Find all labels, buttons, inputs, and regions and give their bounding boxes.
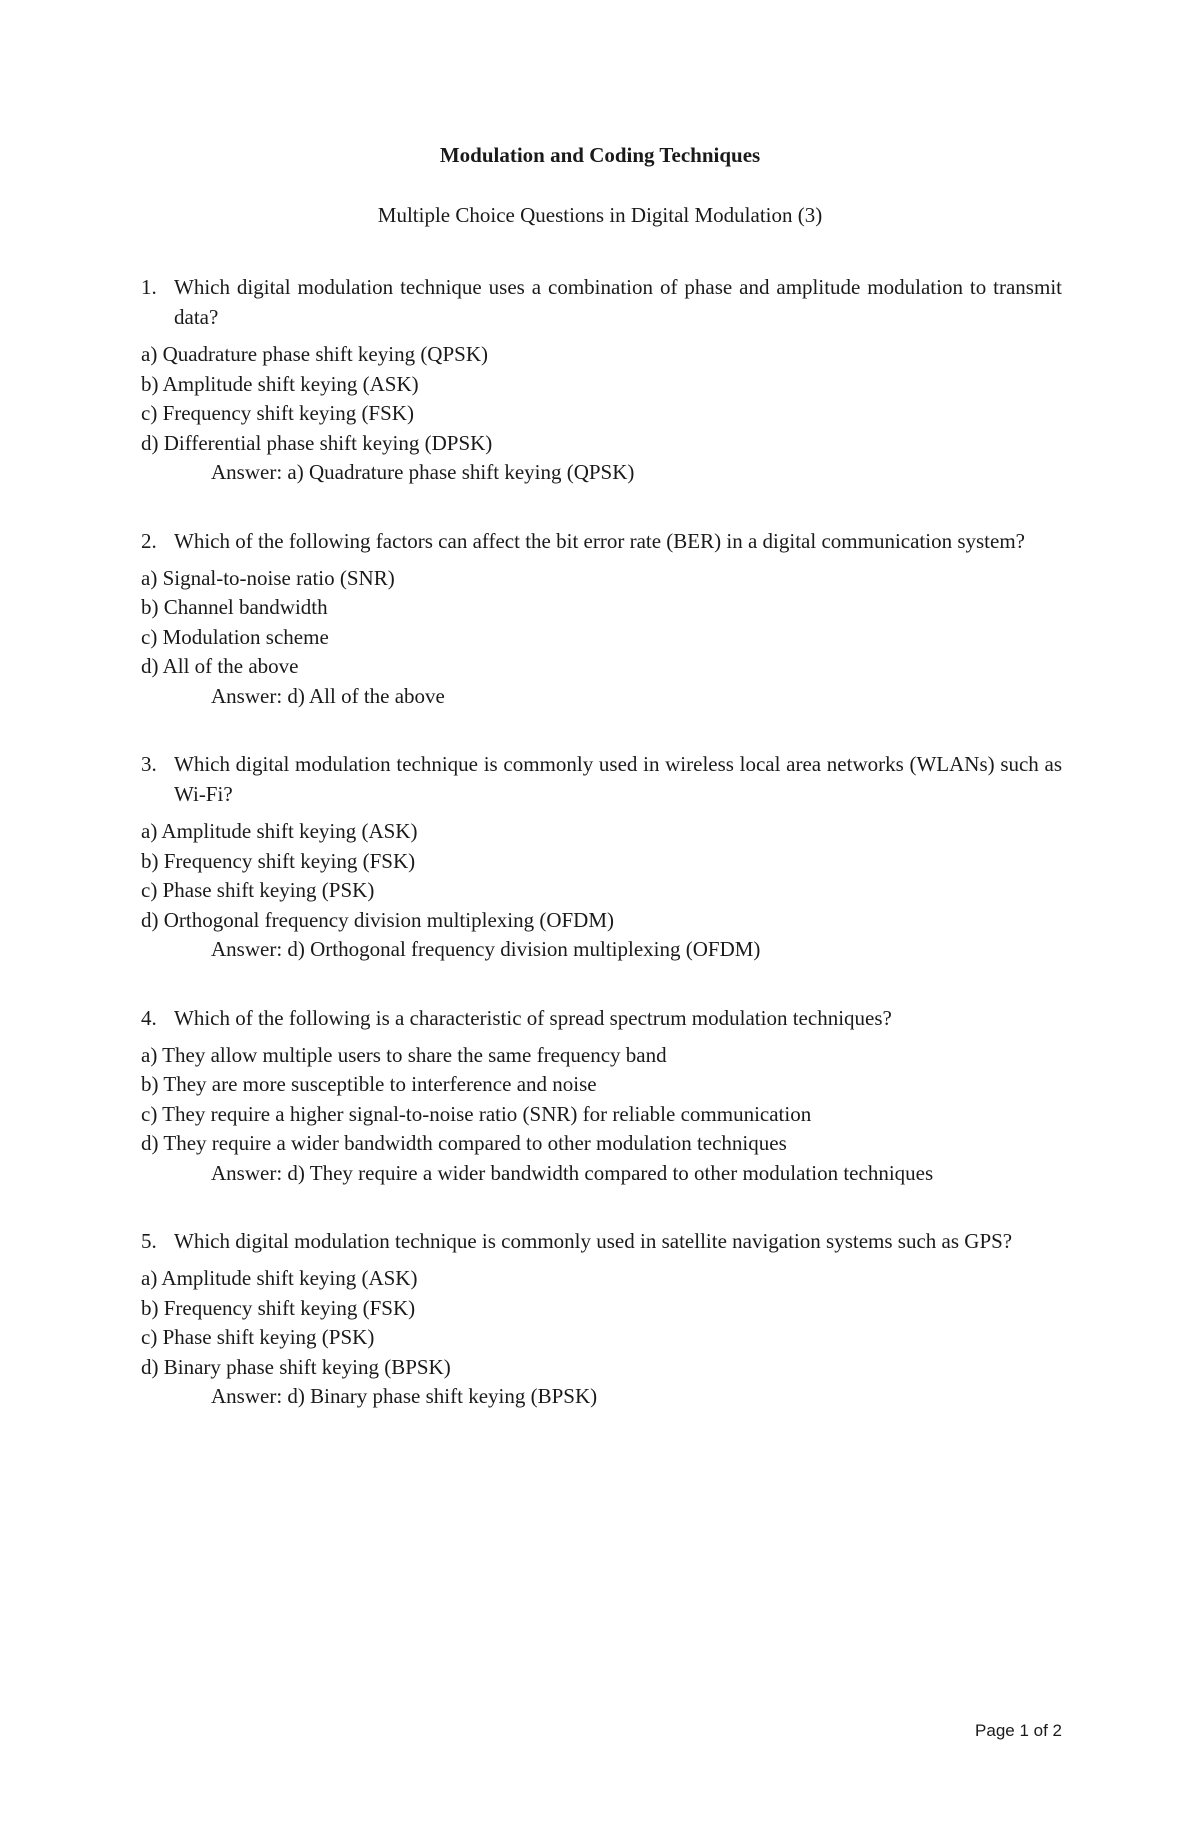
option-list xyxy=(141,340,1062,458)
answer-line: Answer: d) Binary phase shift keying (BPSK) xyxy=(211,1384,598,1408)
answer-line: Answer: d) Orthogonal frequency division multiplexing (OFDM) xyxy=(211,937,761,961)
option-c: c) Modulation scheme xyxy=(141,624,329,649)
question-text: Which of the following is a characteristic of spread spectrum modulation techniques? xyxy=(174,1005,892,1030)
question-number: 1. xyxy=(141,275,157,299)
question-stem xyxy=(141,749,1062,809)
question-spacer xyxy=(141,488,1062,526)
option-a: a) Amplitude shift keying (ASK) xyxy=(141,1266,418,1290)
option-a: a) Amplitude shift keying (ASK) xyxy=(141,819,418,843)
option-list xyxy=(141,1041,1062,1159)
question-spacer xyxy=(141,711,1062,749)
question-text: Which digital modulation technique uses a combination of phase and amplitude modulation to transmit data? xyxy=(174,275,1062,329)
question-4 xyxy=(141,1003,1062,1189)
answer-line: Answer: d) All of the above xyxy=(211,683,445,708)
option-list xyxy=(141,564,1062,682)
question-number: 2. xyxy=(141,528,157,553)
question-3 xyxy=(141,749,1062,965)
option-b: b) Frequency shift keying (FSK) xyxy=(141,848,416,873)
option-list xyxy=(141,1264,1062,1382)
option-b: b) Amplitude shift keying (ASK) xyxy=(141,371,419,396)
option-b: b) They are more susceptible to interference and noise xyxy=(141,1072,597,1096)
answer-line: Answer: d) They require a wider bandwidth compared to other modulation techniques xyxy=(211,1160,934,1185)
question-stem xyxy=(141,1226,1062,1256)
page-number-footer: Page 1 of 2 xyxy=(975,1721,1062,1740)
option-list xyxy=(141,817,1062,935)
option-a: a) Quadrature phase shift keying (QPSK) xyxy=(141,342,488,366)
option-a: a) Signal-to-noise ratio (SNR) xyxy=(141,565,395,590)
question-number: 5. xyxy=(141,1229,157,1253)
question-number: 4. xyxy=(141,1005,157,1030)
question-spacer xyxy=(141,1188,1062,1226)
question-1 xyxy=(141,272,1062,488)
document-subtitle: Multiple Choice Questions in Digital Modulation (3) xyxy=(377,203,823,227)
option-b: b) Channel bandwidth xyxy=(141,595,328,619)
question-5 xyxy=(141,1226,1062,1412)
option-d: d) Binary phase shift keying (BPSK) xyxy=(141,1354,451,1379)
question-list xyxy=(141,272,1062,1412)
option-c: c) They require a higher signal-to-noise ratio (SNR) for reliable communication xyxy=(141,1101,812,1126)
question-stem xyxy=(141,272,1062,332)
option-c: c) Phase shift keying (PSK) xyxy=(141,878,375,902)
question-text: Which digital modulation technique is commonly used in satellite navigation systems such as GPS? xyxy=(174,1229,1013,1253)
option-d: d) They require a wider bandwidth compared to other modulation techniques xyxy=(141,1131,787,1155)
question-spacer xyxy=(141,965,1062,1003)
option-b: b) Frequency shift keying (FSK) xyxy=(141,1295,416,1320)
option-d: d) Orthogonal frequency division multiplexing (OFDM) xyxy=(141,907,615,932)
question-text: Which digital modulation technique is commonly used in wireless local area networks (WLANs) such as Wi-Fi? xyxy=(174,752,1062,806)
question-stem xyxy=(141,1003,1062,1033)
question-number: 3. xyxy=(141,752,157,776)
question-2 xyxy=(141,526,1062,712)
option-d: d) Differential phase shift keying (DPSK) xyxy=(141,430,493,455)
question-stem xyxy=(141,526,1062,556)
answer-line: Answer: a) Quadrature phase shift keying (QPSK) xyxy=(211,460,635,484)
question-text: Which of the following factors can affect the bit error rate (BER) in a digital communication system? xyxy=(174,528,1025,553)
option-c: c) Frequency shift keying (FSK) xyxy=(141,401,414,425)
option-a: a) They allow multiple users to share the same frequency band xyxy=(141,1042,667,1067)
option-d: d) All of the above xyxy=(141,654,299,678)
document-title: Modulation and Coding Techniques xyxy=(439,143,761,167)
option-c: c) Phase shift keying (PSK) xyxy=(141,1325,375,1349)
